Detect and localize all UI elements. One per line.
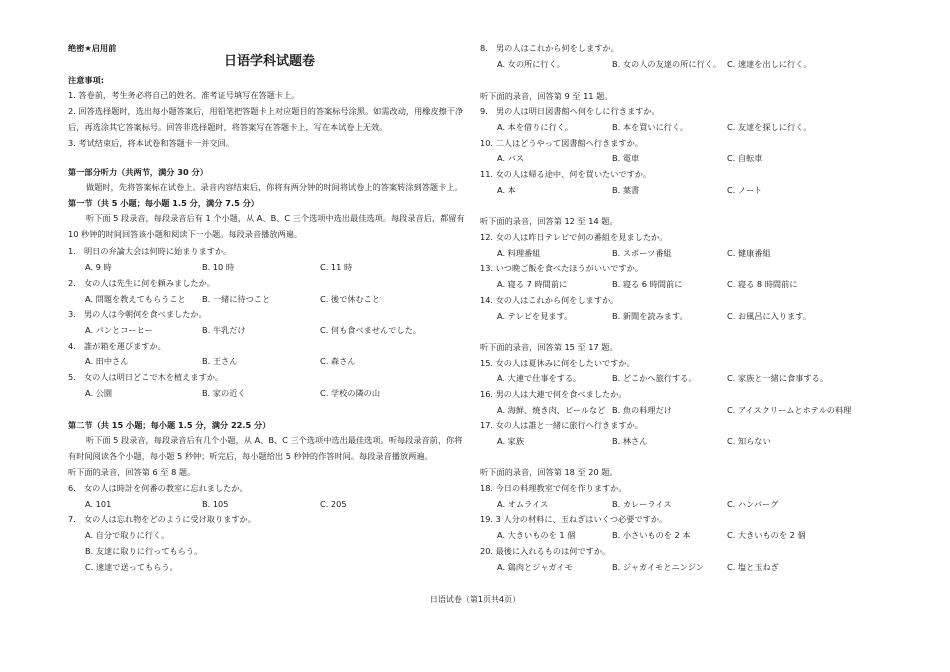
q11-stem: 11. 女の人は帰る途中、何を買いたいですか。	[480, 169, 652, 179]
q17-stem: 17. 女の人は誰と一緒に旅行へ行きますか。	[480, 420, 643, 430]
q4-option-a: A. 田中さん	[85, 356, 129, 366]
q15-option-a: A. 大連で仕事をする。	[497, 373, 582, 383]
notice-item-1: 1. 答卷前，考生务必将自己的姓名、准考证号填写在答题卡上。	[68, 90, 300, 100]
group-15-17: 听下面的录音，回答第 15 至 17 题。	[480, 342, 618, 352]
q7-stem: 7. 女の人は忘れ物をどのように受け取りますか。	[68, 514, 256, 524]
q6-option-c: C. 205	[320, 499, 347, 509]
q11-option-b: B. 葉書	[612, 185, 640, 195]
q9-option-b: B. 本を買いに行く。	[612, 122, 689, 132]
q9-stem: 9. 男の人は明日図書館へ何をしに行きますか。	[480, 106, 660, 116]
q2-option-b: B. 一緒に待つこと	[202, 294, 271, 304]
q16-option-b: B. 魚の料理だけ	[612, 405, 672, 415]
q1-option-c: C. 11 時	[320, 262, 353, 272]
q5-option-a: A. 公園	[85, 388, 113, 398]
q8-option-a: A. 女の所に行く。	[497, 59, 565, 69]
q5-option-c: C. 学校の隣の山	[320, 388, 381, 398]
q15-option-b: B. どこかへ旅行する。	[612, 373, 697, 383]
q11-option-a: A. 本	[497, 185, 516, 195]
q2-option-a: A. 問題を教えてもらうこと	[85, 294, 186, 304]
section1-heading: 第一节（共 5 小题；每小题 1.5 分，满分 7.5 分）	[68, 198, 259, 208]
group-12-14: 听下面的录音，回答第 12 至 14 题。	[480, 216, 618, 226]
q19-option-b: B. 小さいものを 2 本	[612, 530, 691, 540]
secret-label: 绝密★启用前	[68, 43, 117, 53]
q11-option-c: C. ノート	[727, 185, 763, 195]
group-18-20: 听下面的录音，回答第 18 至 20 题。	[480, 467, 618, 477]
q3-option-b: B. 牛乳だけ	[202, 325, 246, 335]
page-footer: 日语试卷（第1页共4页）	[429, 595, 521, 604]
part1-heading: 第一部分听力（共两节，满分 30 分）	[68, 167, 208, 177]
q6-option-a: A. 101	[85, 499, 112, 509]
q20-option-a: A. 鶏肉とジャガイモ	[497, 562, 573, 572]
q20-option-b: B. ジャガイモとニンジン	[612, 562, 704, 572]
q9-option-c: C. 友達を探しに行く。	[727, 122, 812, 132]
q4-stem: 4. 誰が箱を運びますか。	[68, 341, 166, 351]
q10-option-c: C. 自転車	[727, 153, 763, 163]
q7-option-c: C. 速達で送ってもらう。	[85, 562, 178, 572]
q13-stem: 13. いつ晩ご飯を食べたほうがいいですか。	[480, 263, 643, 273]
q19-option-a: A. 大きいものを 1 個	[497, 530, 576, 540]
q15-stem: 15. 女の人は夏休みに何をしたいですか。	[480, 358, 635, 368]
q7-option-a: A. 自分で取りに行く。	[85, 530, 170, 540]
q13-option-b: B. 寝る 6 時間前に	[612, 279, 683, 289]
q1-stem: 1. 明日の弁論大会は何時に始まりますか。	[68, 246, 232, 256]
section1-instruction: 听下面 5 段录音，每段录音后有 1 个小题，从 A、B、C 三个选项中选出最佳选项。每段录音后，都留有 10 秒钟的时间回答该小题和阅读下一小题。每段录音播放两遍。	[68, 213, 465, 239]
q13-option-a: A. 寝る 7 時間前に	[497, 279, 568, 289]
notice-item-3: 3. 考试结束后，将本试卷和答题卡一并交回。	[68, 138, 234, 148]
q8-stem: 8. 男の人はこれから何をしますか。	[480, 43, 619, 53]
part1-instruction: 做题时，先将答案标在试卷上。录音内容结束后，你将有两分钟的时间将试卷上的答案转涂到答题卡上。	[86, 182, 463, 192]
q3-option-c: C. 何も食べませんでした。	[320, 325, 421, 335]
section2-heading: 第二节（共 15 小题；每小题 1.5 分，满分 22.5 分）	[68, 420, 271, 430]
q20-stem: 20. 最後に入れるものは何ですか。	[480, 546, 611, 556]
q17-option-c: C. 知らない	[727, 436, 771, 446]
q18-option-c: C. ハンバーグ	[727, 499, 779, 509]
section2-instruction: 听下面 5 段录音，每段录音后有几个小题，从 A、B、C 三个选项中选出最佳选项。听每段录音前，你将有时间阅读各个小题，每小题 5 秒钟；听完后，每小题给出 5 秒钟的作答时间。每段录音播放两遍。	[68, 435, 463, 461]
q8-option-c: C. 速達を出しに行く。	[727, 59, 812, 69]
q16-option-a: A. 海鮮、焼き肉、ビールなど	[497, 405, 606, 415]
notice-item-2: 2. 回答选择题时，选出每小题答案后，用铅笔把答题卡上对应题目的答案标号涂黑。如需改动，用橡皮擦干净后，再选涂其它答案标号。回答非选择题时，将答案写在答题卡上，写在本试卷上无效。	[68, 106, 464, 132]
q6-stem: 6. 女の人は時計を何番の教室に忘れましたか。	[68, 483, 248, 493]
q14-option-b: B. 新聞を読みます。	[612, 311, 688, 321]
q2-stem: 2. 女の人は先生に何を頼みましたか。	[68, 278, 215, 288]
q13-option-c: C. 寝る 8 時間前に	[727, 279, 798, 289]
q18-stem: 18. 今日の料理教室で何を作りますか。	[480, 483, 627, 493]
q1-option-b: B. 10 時	[202, 262, 235, 272]
page-title: 日语学科试题卷	[224, 54, 316, 69]
q7-option-b: B. 友達に取りに行ってもらう。	[85, 546, 203, 556]
q9-option-a: A. 本を借りに行く。	[497, 122, 573, 132]
q14-option-c: C. お風呂に入ります。	[727, 311, 811, 321]
q10-option-a: A. バス	[497, 153, 525, 163]
group-9-11: 听下面的录音，回答第 9 至 11 题。	[480, 91, 613, 101]
q18-option-b: B. カレーライス	[612, 499, 672, 509]
q4-option-b: B. 王さん	[202, 356, 238, 366]
q5-stem: 5. 女の人は明日どこで木を植えますか。	[68, 372, 224, 382]
q10-stem: 10. 二人はどうやって図書館へ行きますか。	[480, 138, 643, 148]
notice-heading: 注意事项:	[68, 75, 105, 85]
q19-option-c: C. 大きいものを 2 個	[727, 530, 806, 540]
q12-option-a: A. 料理番組	[497, 248, 541, 258]
q4-option-c: C. 森さん	[320, 356, 356, 366]
q17-option-a: A. 家族	[497, 436, 525, 446]
q10-option-b: B. 電車	[612, 153, 640, 163]
q18-option-a: A. オムライス	[497, 499, 549, 509]
q16-stem: 16. 男の人は大連で何を食べましたか。	[480, 389, 627, 399]
q15-option-c: C. 家族と一緒に食事する。	[727, 373, 828, 383]
q19-stem: 19. 3 人分の材料に、玉ねぎはいくつ必要ですか。	[480, 514, 668, 524]
group-6-8: 听下面的录音，回答第 6 至 8 题。	[68, 467, 196, 477]
q17-option-b: B. 林さん	[612, 436, 648, 446]
q6-option-b: B. 105	[202, 499, 229, 509]
q3-option-a: A. パンとコーヒー	[85, 325, 153, 335]
q20-option-c: C. 塩と玉ねぎ	[727, 562, 779, 572]
q3-stem: 3. 男の人は今朝何を食べましたか。	[68, 309, 207, 319]
q14-option-a: A. テレビを見ます。	[497, 311, 573, 321]
q12-stem: 12. 女の人は昨日テレビで何の番組を見ましたか。	[480, 232, 668, 242]
q5-option-b: B. 家の近く	[202, 388, 246, 398]
q14-stem: 14. 女の人はこれから何をしますか。	[480, 295, 619, 305]
q12-option-c: C. 健康番組	[727, 248, 771, 258]
q12-option-b: B. スポーツ番組	[612, 248, 672, 258]
q2-option-c: C. 後で休むこと	[320, 294, 381, 304]
q16-option-c: C. アイスクリームとホテルの料理	[727, 405, 852, 415]
q1-option-a: A. 9 時	[85, 262, 112, 272]
q8-option-b: B. 女の人の友達の所に行く。	[612, 59, 721, 69]
